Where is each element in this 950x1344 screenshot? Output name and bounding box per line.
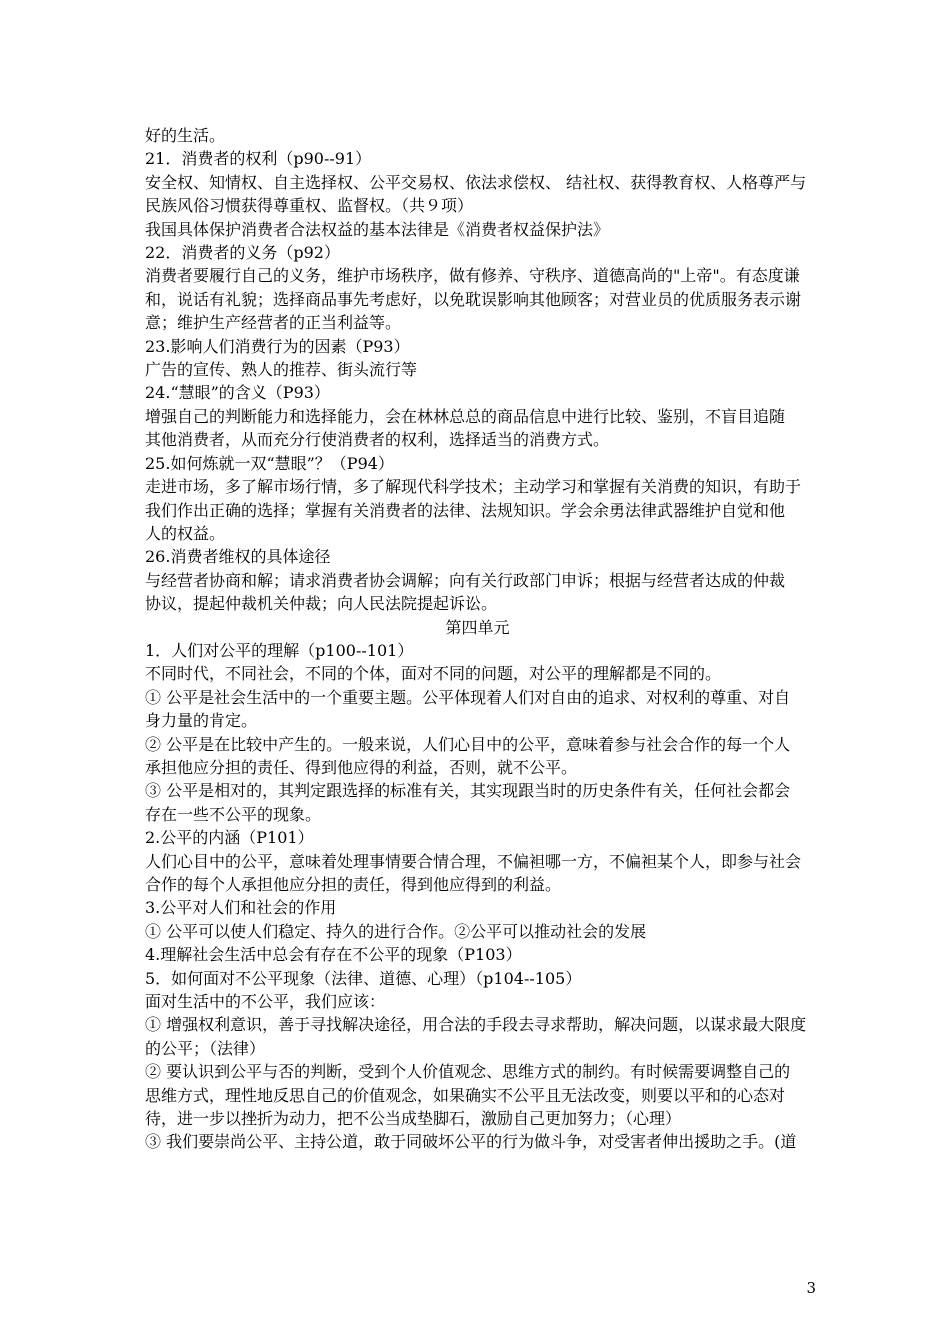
text-line: 和，说话有礼貌；选择商品事先考虑好，以免耽误影响其他顾客；对营业员的优质服务表示谢	[145, 289, 802, 309]
text-line: ② 公平是在比较中产生的。一般来说，人们心目中的公平，意味着参与社会合作的每一个人	[145, 734, 791, 754]
text-line: ③ 我们要崇尚公平、主持公道，敢于同破坏公平的行为做斗争，对受害者伸出援助之手。(道	[145, 1132, 797, 1152]
section-heading: 4.理解社会生活中总会有存在不公平的现象（P103）	[145, 945, 522, 965]
text-line: ① 公平可以使人们稳定、持久的进行合作。②公平可以推动社会的发展	[145, 921, 647, 941]
text-line: ③ 公平是相对的，其判定跟选择的标准有关，其实现跟当时的历史条件有关，任何社会都会	[145, 781, 791, 801]
text-line: 走进市场，多了解市场行情，多了解现代科学技术；主动学习和掌握有关消费的知识，有助于	[145, 477, 802, 497]
text-line: 人们心目中的公平，意味着处理事情要合情合理，不偏袒哪一方，不偏袒某个人，即参与社会	[145, 851, 802, 871]
text-line: 意；维护生产经营者的正当利益等。	[145, 313, 402, 333]
section-heading: 23.影响人们消费行为的因素（P93）	[145, 336, 410, 356]
text-line: 思维方式，理性地反思自己的价值观念，如果确实不公平且无法改变，则要以平和的心态对	[145, 1085, 786, 1105]
text-line: 安全权、知情权、自主选择权、公平交易权、依法求偿权、 结社权、获得教育权、人格尊严与	[145, 172, 807, 192]
text-line: 人的权益。	[145, 523, 226, 543]
section-heading: 1．人们对公平的理解（p100--101）	[145, 640, 414, 660]
page-body	[145, 124, 810, 1154]
section-heading: 5．如何面对不公平现象（法律、道德、心理）（p104--105）	[145, 968, 582, 988]
text-line: 合作的每个人承担他应分担的责任，得到他应得到的利益。	[145, 875, 562, 894]
text-line: 面对生活中的不公平，我们应该：	[145, 992, 386, 1012]
section-heading: 26.消费者维权的具体途径	[145, 547, 331, 567]
text-line: 民族风俗习惯获得尊重权、监督权。（共９项）	[145, 196, 474, 216]
section-heading: 21．消费者的权利（p90--91）	[145, 149, 372, 169]
text-line: 增强自己的判断能力和选择能力，会在林林总总的商品信息中进行比较、鉴别，不盲目追随	[145, 406, 786, 426]
text-line: 待，进一步以挫折为动力，把不公当成垫脚石，激励自己更加努力；（心理）	[145, 1109, 682, 1129]
text-line: 好的生活。	[145, 126, 226, 145]
text-line: ② 要认识到公平与否的判断，受到个人价值观念、思维方式的制约。有时候需要调整自己的	[145, 1062, 791, 1082]
section-heading: 2.公平的内涵（P101）	[145, 828, 314, 848]
text-line: 存在一些不公平的现象。	[145, 804, 322, 824]
text-line: 的公平；（法律）	[145, 1038, 266, 1058]
text-line: ① 增强权利意识，善于寻找解决途径，用合法的手段去寻求帮助，解决问题，以谋求最大限度	[145, 1015, 807, 1035]
text-line: 与经营者协商和解；请求消费者协会调解；向有关行政部门申诉；根据与经营者达成的仲裁	[145, 570, 786, 590]
text-line: 协议，提起仲裁机关仲裁；向人民法院提起诉讼。	[145, 594, 498, 614]
section-heading: 25.如何炼就一双“慧眼”？（P94）	[145, 453, 394, 473]
page-number: 3	[806, 1279, 816, 1297]
text-line: 消费者要履行自己的义务，维护市场秩序，做有修养、守秩序、道德高尚的"上帝"。有态度谦	[145, 266, 800, 286]
text-line: ① 公平是社会生活中的一个重要主题。公平体现着人们对自由的追求、对权利的尊重、对自	[145, 687, 791, 707]
text-line: 我国具体保护消费者合法权益的基本法律是《消费者权益保护法》	[145, 219, 610, 239]
text-line: 身力量的肯定。	[145, 711, 258, 731]
section-heading: 22．消费者的义务（p92）	[145, 243, 340, 263]
text-line: 承担他应分担的责任、得到他应得的利益，否则，就不公平。	[145, 757, 578, 777]
text-line: 不同时代，不同社会，不同的个体，面对不同的问题，对公平的理解都是不同的。	[145, 664, 722, 684]
section-heading: 24.“慧眼”的含义（P93）	[145, 383, 330, 403]
section-heading: 3.公平对人们和社会的作用	[145, 898, 337, 918]
unit-title: 第四单元	[445, 617, 510, 637]
text-line: 其他消费者，从而充分行使消费者的权利，选择适当的消费方式。	[145, 430, 610, 450]
text-line: 我们作出正确的选择；掌握有关消费者的法律、法规知识。学会余勇法律武器维护自觉和他	[145, 500, 786, 520]
text-line: 广告的宣传、熟人的推荐、街头流行等	[145, 360, 418, 380]
